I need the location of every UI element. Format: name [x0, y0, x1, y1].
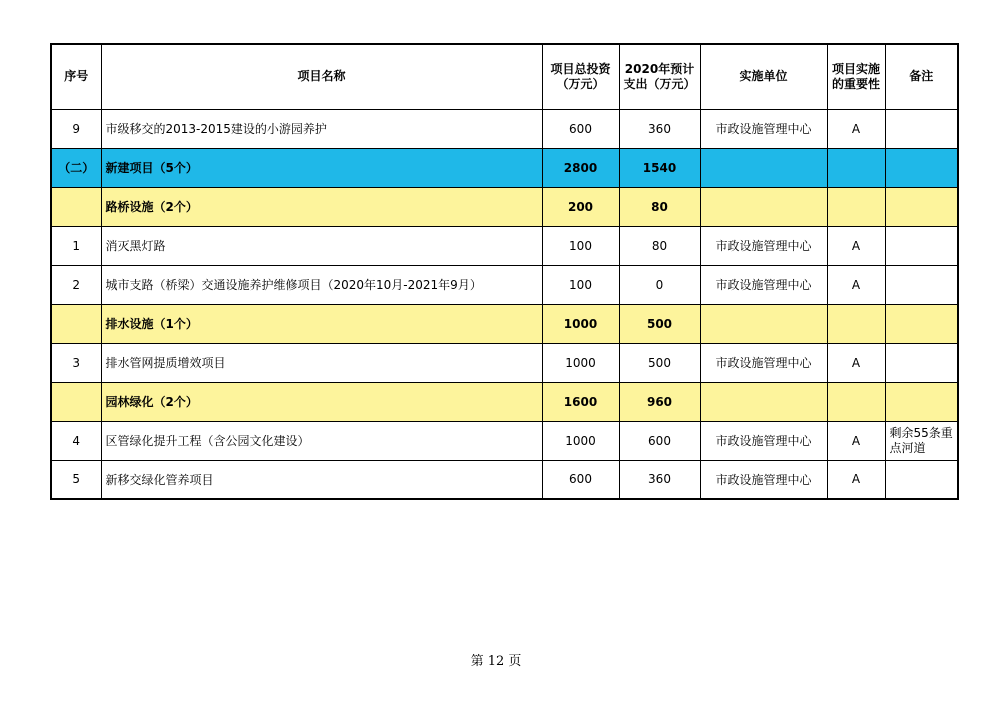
- section-row: [51, 148, 958, 187]
- cell-implementing-unit: 市政设施管理中心: [700, 265, 827, 304]
- cell-total-investment: 2800: [542, 148, 619, 187]
- cell-note: [885, 460, 958, 499]
- cell-implementing-unit: [700, 148, 827, 187]
- cell-total-investment: 1000: [542, 304, 619, 343]
- cell-no: 9: [51, 109, 101, 148]
- table-row: [51, 421, 958, 460]
- cell-importance: A: [827, 421, 885, 460]
- cell-note: 剩余55条重点河道: [885, 421, 958, 460]
- cell-project-name: 区管绿化提升工程（含公园文化建设）: [101, 421, 542, 460]
- table-row: [51, 460, 958, 499]
- cell-note: [885, 382, 958, 421]
- cell-implementing-unit: 市政设施管理中心: [700, 226, 827, 265]
- header-total-investment: 项目总投资（万元）: [542, 44, 619, 109]
- header-implementing-unit: 实施单位: [700, 44, 827, 109]
- cell-expected-expense: 600: [619, 421, 700, 460]
- cell-note: [885, 187, 958, 226]
- cell-no: 2: [51, 265, 101, 304]
- cell-importance: [827, 382, 885, 421]
- cell-implementing-unit: 市政设施管理中心: [700, 109, 827, 148]
- category-row: [51, 304, 958, 343]
- cell-implementing-unit: [700, 187, 827, 226]
- cell-expected-expense: 1540: [619, 148, 700, 187]
- cell-importance: A: [827, 343, 885, 382]
- cell-total-investment: 100: [542, 226, 619, 265]
- table-body: [51, 109, 958, 499]
- cell-no: [51, 187, 101, 226]
- cell-expected-expense: 500: [619, 304, 700, 343]
- cell-expected-expense: 0: [619, 265, 700, 304]
- category-row: [51, 187, 958, 226]
- cell-note: [885, 226, 958, 265]
- cell-no: 4: [51, 421, 101, 460]
- table-row: [51, 109, 958, 148]
- cell-project-name: 新移交绿化管养项目: [101, 460, 542, 499]
- cell-importance: [827, 148, 885, 187]
- header-note: 备注: [885, 44, 958, 109]
- cell-importance: A: [827, 226, 885, 265]
- cell-project-name: 消灭黑灯路: [101, 226, 542, 265]
- header-project-name: 项目名称: [101, 44, 542, 109]
- table-row: [51, 265, 958, 304]
- cell-note: [885, 265, 958, 304]
- cell-no: 1: [51, 226, 101, 265]
- cell-project-name: 排水管网提质增效项目: [101, 343, 542, 382]
- table-row: [51, 343, 958, 382]
- cell-no: 5: [51, 460, 101, 499]
- cell-note: [885, 343, 958, 382]
- cell-implementing-unit: 市政设施管理中心: [700, 343, 827, 382]
- cell-no: （二）: [51, 148, 101, 187]
- cell-project-name: 市级移交的2013-2015建设的小游园养护: [101, 109, 542, 148]
- cell-expected-expense: 360: [619, 460, 700, 499]
- cell-note: [885, 304, 958, 343]
- cell-importance: A: [827, 265, 885, 304]
- cell-expected-expense: 500: [619, 343, 700, 382]
- cell-expected-expense: 360: [619, 109, 700, 148]
- cell-project-name: 排水设施（1个）: [101, 304, 542, 343]
- project-table: [50, 43, 959, 500]
- cell-project-name: 路桥设施（2个）: [101, 187, 542, 226]
- cell-total-investment: 200: [542, 187, 619, 226]
- cell-expected-expense: 960: [619, 382, 700, 421]
- cell-project-name: 城市支路（桥梁）交通设施养护维修项目（2020年10月-2021年9月）: [101, 265, 542, 304]
- cell-no: [51, 382, 101, 421]
- header-no: 序号: [51, 44, 101, 109]
- category-row: [51, 382, 958, 421]
- cell-importance: [827, 187, 885, 226]
- cell-implementing-unit: 市政设施管理中心: [700, 421, 827, 460]
- header-expected-expense: 2020年预计支出（万元）: [619, 44, 700, 109]
- cell-note: [885, 148, 958, 187]
- cell-no: 3: [51, 343, 101, 382]
- cell-importance: A: [827, 109, 885, 148]
- cell-note: [885, 109, 958, 148]
- cell-no: [51, 304, 101, 343]
- cell-total-investment: 600: [542, 460, 619, 499]
- cell-implementing-unit: 市政设施管理中心: [700, 460, 827, 499]
- cell-importance: A: [827, 460, 885, 499]
- header-row: [51, 44, 958, 109]
- cell-expected-expense: 80: [619, 187, 700, 226]
- cell-expected-expense: 80: [619, 226, 700, 265]
- cell-total-investment: 1000: [542, 421, 619, 460]
- cell-project-name: 新建项目（5个）: [101, 148, 542, 187]
- cell-total-investment: 1000: [542, 343, 619, 382]
- cell-total-investment: 600: [542, 109, 619, 148]
- cell-total-investment: 100: [542, 265, 619, 304]
- cell-total-investment: 1600: [542, 382, 619, 421]
- cell-importance: [827, 304, 885, 343]
- page-number: 第 12 页: [470, 654, 522, 669]
- header-importance: 项目实施的重要性: [827, 44, 885, 109]
- cell-project-name: 园林绿化（2个）: [101, 382, 542, 421]
- table-row: [51, 226, 958, 265]
- cell-implementing-unit: [700, 382, 827, 421]
- cell-implementing-unit: [700, 304, 827, 343]
